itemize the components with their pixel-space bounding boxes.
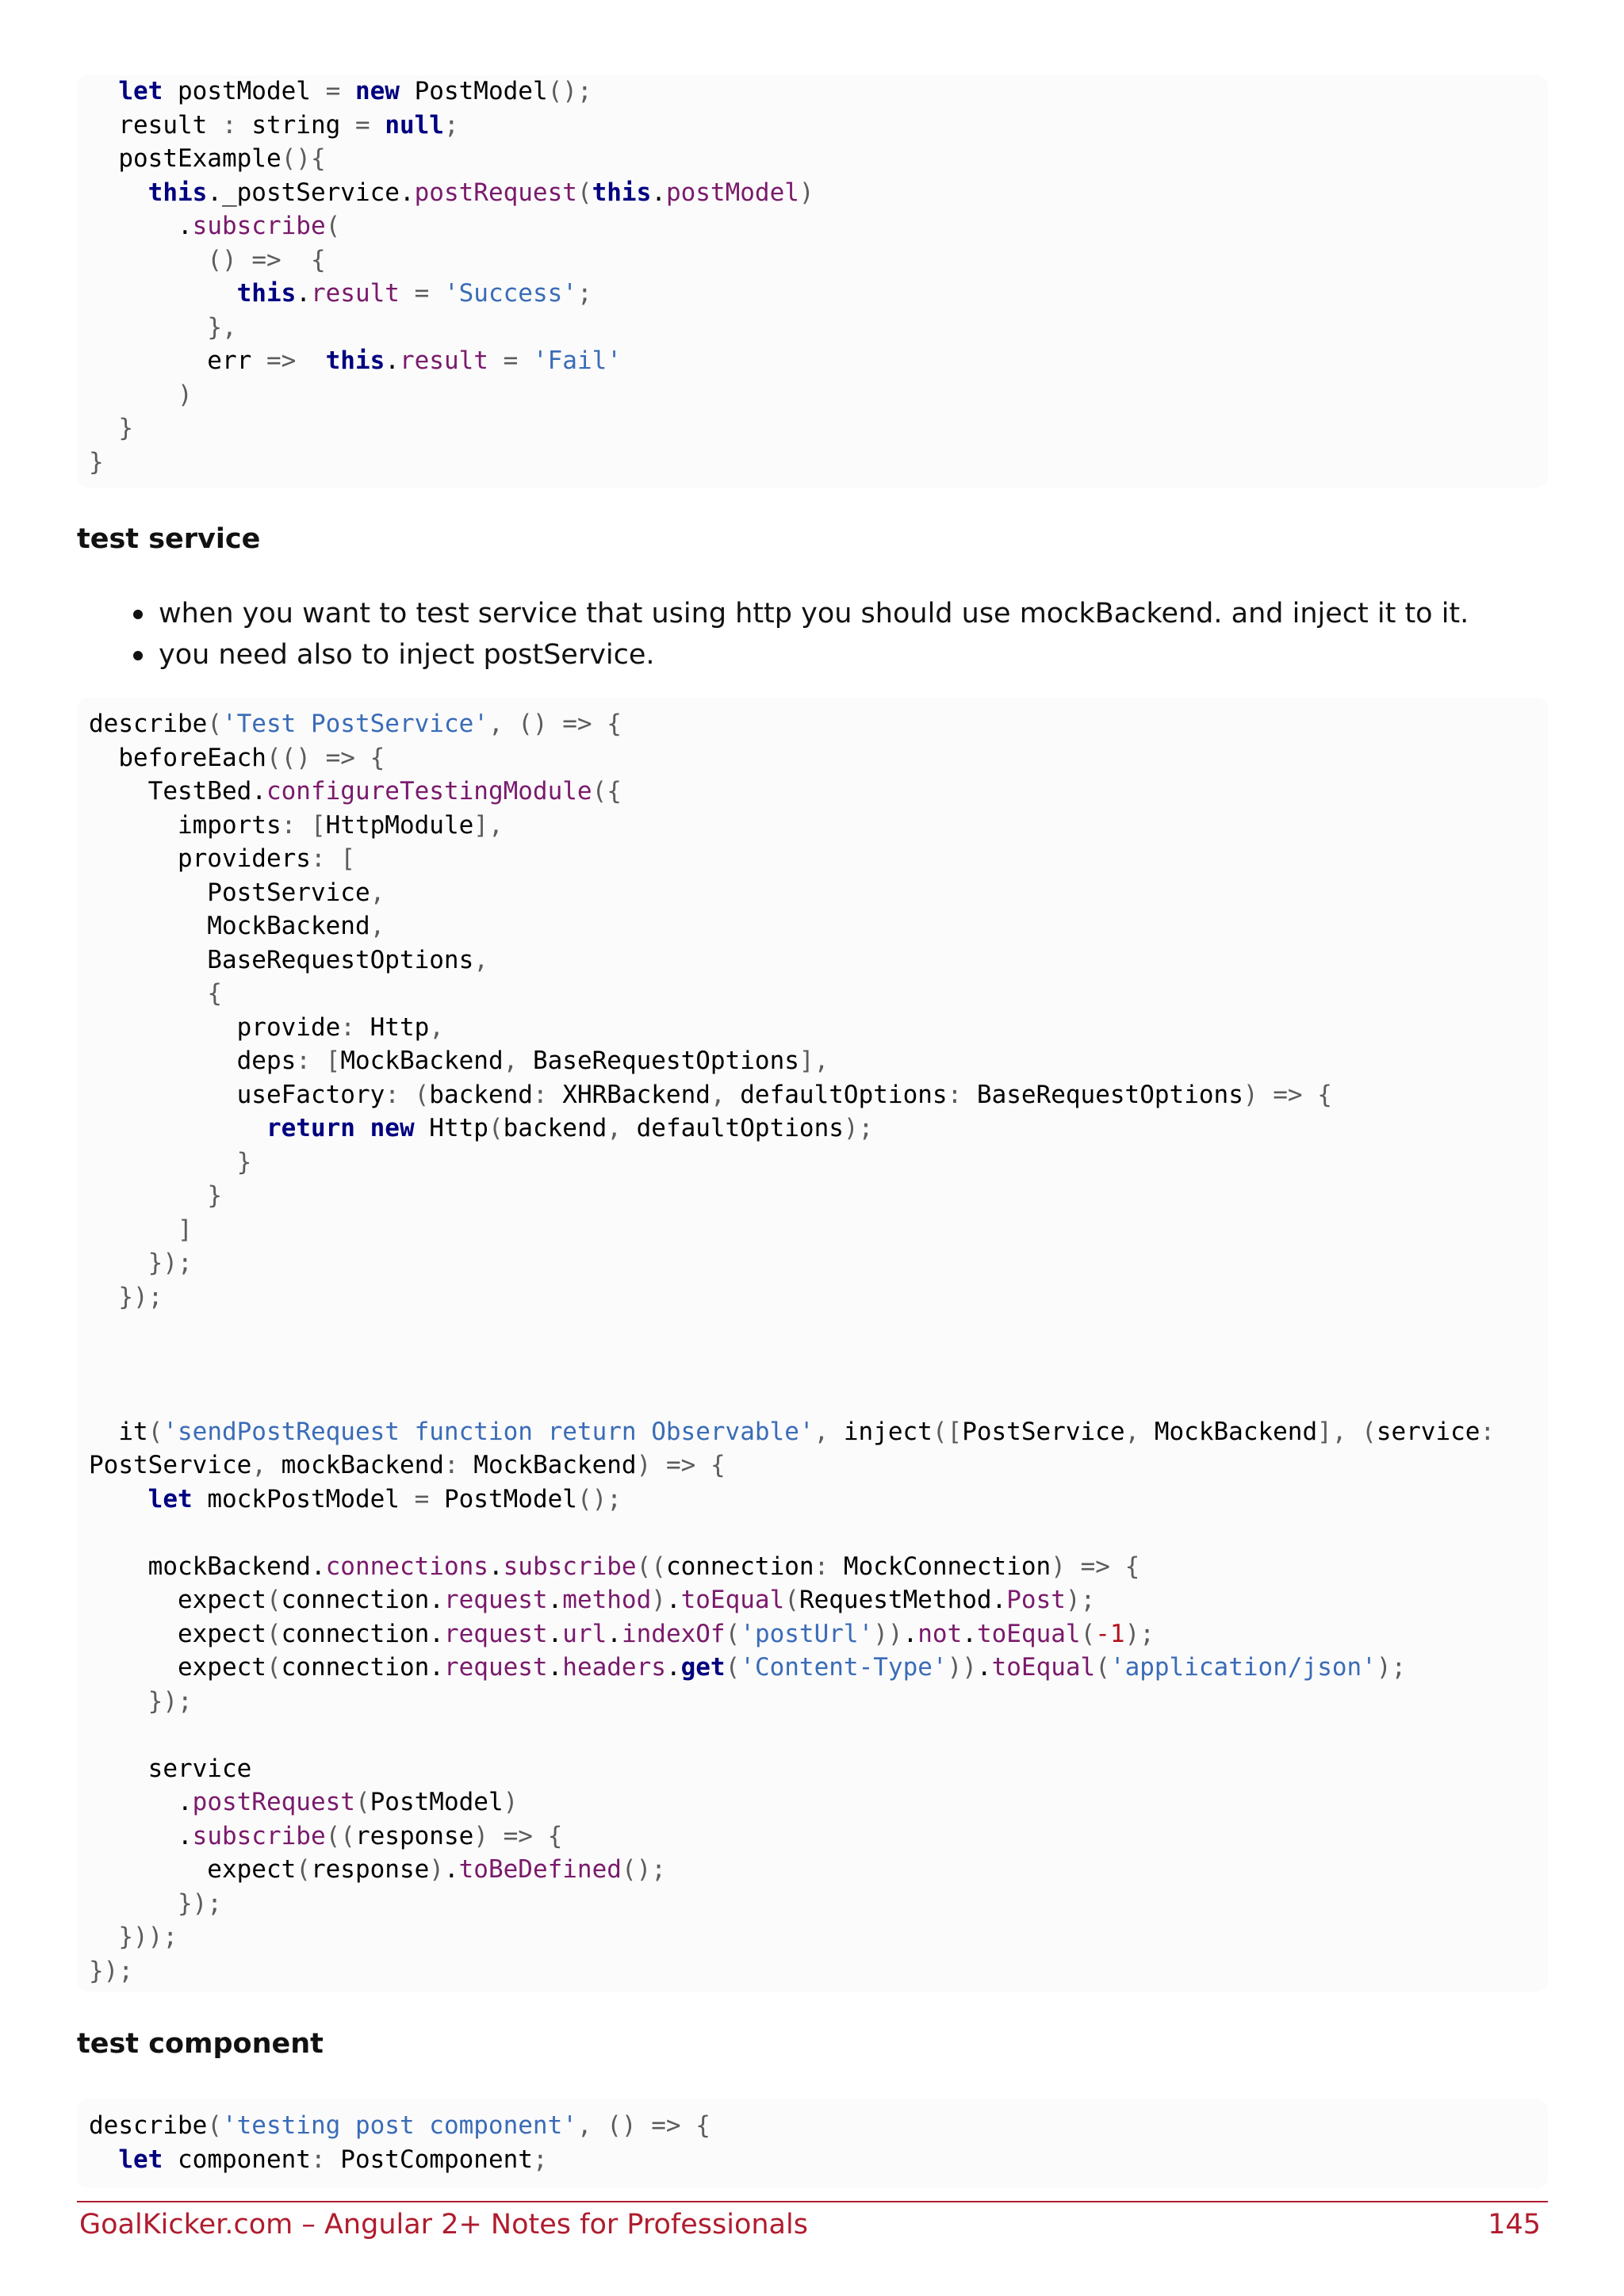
code-line: .subscribe((response) => { — [89, 1821, 563, 1850]
code-line: } — [207, 1181, 222, 1210]
code-line: describe('testing post component', () => { — [89, 2111, 710, 2140]
code-line: this._postService.postRequest(this.postModel) — [147, 178, 814, 207]
code-line: let postModel = new PostModel(); — [118, 77, 592, 105]
code-line: }); — [118, 1282, 163, 1311]
code-line: { — [207, 979, 222, 1008]
page-number: 145 — [1488, 2209, 1541, 2241]
code-line: describe('Test PostService', () => { — [89, 710, 622, 738]
code-line: let component: PostComponent; — [118, 2145, 548, 2174]
code-text — [89, 707, 1495, 1988]
code-line: provide: Http, — [89, 1012, 444, 1042]
code-line: providers: [ — [89, 844, 355, 873]
code-line: () => { — [207, 245, 326, 274]
bullet-list — [119, 593, 1469, 675]
code-line: .postRequest(PostModel) — [89, 1788, 519, 1816]
code-line: expect(connection.request.url.indexOf('postUrl')).not.toEqual(-1); — [89, 1619, 1155, 1648]
code-line: result : string = null; — [89, 110, 459, 140]
code-line: ] — [177, 1215, 193, 1244]
code-line: }); — [147, 1249, 193, 1277]
code-text — [89, 75, 814, 479]
code-line: imports: [HttpModule], — [89, 810, 504, 840]
code-line: MockBackend, — [89, 912, 385, 940]
list-item: when you want to test service that using http you should use mockBackend. and inject it to it. — [119, 593, 1469, 634]
code-line: }, — [207, 312, 237, 342]
code-line: } — [118, 414, 133, 442]
code-line: } — [89, 447, 104, 476]
code-line: mockBackend.connections.subscribe((connection: MockConnection) => { — [89, 1552, 1140, 1581]
code-line: return new Http(backend, defaultOptions); — [266, 1114, 874, 1142]
code-block-post-example — [77, 75, 1548, 488]
list-item: you need also to inject postService. — [119, 634, 1469, 675]
code-text — [89, 2109, 710, 2176]
code-line: PostService, — [89, 878, 385, 907]
code-line: BaseRequestOptions, — [89, 945, 488, 974]
footer-source: GoalKicker.com – Angular 2+ Notes for Professionals — [79, 2209, 808, 2241]
heading-test-service: test service — [77, 523, 261, 555]
code-line: expect(connection.request.headers.get('Content-Type')).toEqual('application/json'); — [89, 1653, 1407, 1682]
code-line: expect(response).toBeDefined(); — [89, 1855, 666, 1884]
code-line: ) — [177, 380, 193, 409]
code-line: postExample(){ — [89, 144, 326, 173]
code-block-test-component — [77, 2099, 1548, 2188]
code-line: beforeEach(() => { — [89, 743, 385, 772]
code-line: }); — [147, 1686, 193, 1716]
code-line: service — [89, 1754, 252, 1783]
code-line: err => this.result = 'Fail' — [89, 346, 622, 375]
code-line: useFactory: (backend: XHRBackend, defaultOptions: BaseRequestOptions) => { — [89, 1080, 1332, 1109]
code-line: let mockPostModel = PostModel(); — [147, 1484, 622, 1513]
heading-test-component: test component — [77, 2028, 324, 2060]
code-line: }); — [177, 1888, 222, 1918]
code-line: }); — [89, 1956, 133, 1985]
footer-divider — [77, 2201, 1548, 2202]
code-line: } — [236, 1147, 252, 1177]
code-line: PostService, mockBackend: MockBackend) => { — [89, 1451, 726, 1479]
code-line: })); — [118, 1923, 178, 1951]
code-line: .subscribe( — [89, 212, 341, 240]
code-line: TestBed.configureTestingModule({ — [89, 777, 622, 806]
code-line: expect(connection.request.method).toEqual(RequestMethod.Post); — [89, 1586, 1096, 1614]
code-line: it('sendPostRequest function return Observable', inject([PostService, MockBackend], (service: — [89, 1417, 1496, 1446]
code-line: deps: [MockBackend, BaseRequestOptions], — [89, 1047, 829, 1075]
code-block-test-service — [77, 698, 1548, 1992]
code-line: this.result = 'Success'; — [236, 279, 592, 308]
